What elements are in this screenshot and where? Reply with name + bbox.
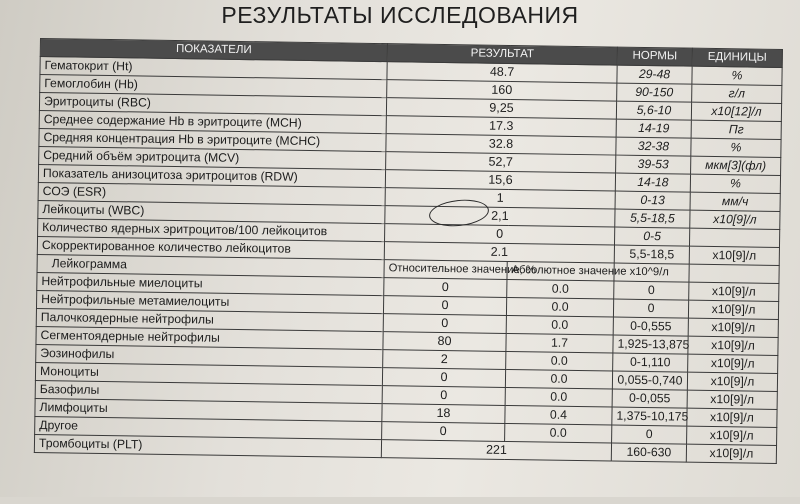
leukogram-relative-header: Относительное значение, % bbox=[384, 260, 507, 280]
results-table bbox=[34, 38, 783, 464]
leukogram-cell-norm: 0,055-0,740 bbox=[612, 371, 687, 390]
leukogram-cell-norm: 0 bbox=[612, 425, 687, 444]
result-norm: 0-13 bbox=[615, 191, 690, 210]
leukogram-cell-norm: 0-0,555 bbox=[613, 317, 688, 336]
leukogram-cell-unit: x10[9]/л bbox=[687, 426, 777, 445]
result-value: 1 bbox=[385, 188, 615, 209]
leukogram-cell-relative: 0 bbox=[383, 296, 506, 316]
leukogram-cell-name: Нейтрофильные миелоциты bbox=[37, 272, 384, 295]
result-value: 9,25 bbox=[386, 98, 616, 119]
result-value: 48.7 bbox=[387, 62, 617, 83]
result-norm: 5,5-18,5 bbox=[615, 209, 690, 228]
leukogram-cell-norm: 0-1,110 bbox=[613, 353, 688, 372]
leukogram-cell-absolute: 0.0 bbox=[505, 369, 612, 389]
leukogram-cell-name: Другое bbox=[35, 416, 382, 439]
leukogram-cell-absolute: 0.0 bbox=[506, 351, 613, 371]
result-name: Среднее содержание Hb в эритроците (MCH) bbox=[39, 110, 386, 133]
leukogram-absolute-header: Абсолютное значение x10^9/л bbox=[507, 261, 614, 281]
leukogram-cell-relative: 0 bbox=[382, 368, 505, 388]
leukogram-cell-unit: x10[9]/л bbox=[688, 318, 778, 337]
result-unit: x10[9]/л bbox=[690, 210, 780, 229]
leukogram-cell-norm: 1,925-13,875 bbox=[613, 335, 688, 354]
leukogram-cell-relative: 80 bbox=[383, 332, 506, 352]
leukogram-cell-relative: 0 bbox=[382, 386, 505, 406]
result-norm: 29-48 bbox=[617, 65, 692, 84]
leukogram-cell-relative: 0 bbox=[382, 422, 505, 442]
leukogram-cell-unit: x10[9]/л bbox=[687, 408, 777, 427]
leukogram-cell-norm: 0 bbox=[613, 299, 688, 318]
leukogram-cell-unit: x10[9]/л bbox=[687, 372, 777, 391]
result-name: СОЭ (ESR) bbox=[38, 182, 385, 205]
result-value: 2,1 bbox=[385, 206, 615, 227]
header-norms: НОРМЫ bbox=[617, 47, 692, 66]
leukogram-cell-name: Нейтрофильные метамиелоциты bbox=[36, 290, 383, 313]
leukogram-cell-name: Эозинофилы bbox=[36, 344, 383, 367]
corrected-wbc-name: Скорректированное количество лейкоцитов bbox=[37, 236, 384, 259]
result-unit: x10[12]/л bbox=[691, 102, 781, 121]
leukogram-cell-absolute: 0.0 bbox=[507, 279, 614, 299]
result-value: 160 bbox=[387, 80, 617, 101]
leukogram-cell-unit: x10[9]/л bbox=[688, 336, 778, 355]
result-norm: 32-38 bbox=[616, 137, 691, 156]
result-name: Количество ядерных эритроцитов/100 лейкоцитов bbox=[38, 218, 385, 241]
header-units: ЕДИНИЦЫ bbox=[692, 48, 782, 67]
leukogram-cell-name: Моноциты bbox=[35, 362, 382, 385]
corrected-wbc-result: 2.1 bbox=[384, 242, 614, 263]
header-result: РЕЗУЛЬТАТ bbox=[387, 44, 617, 65]
leukogram-cell-absolute: 0.4 bbox=[505, 405, 612, 425]
leukogram-cell-name: Палочкоядерные нейтрофилы bbox=[36, 308, 383, 331]
result-norm: 0-5 bbox=[614, 227, 689, 246]
result-value: 15,6 bbox=[385, 170, 615, 191]
leukogram-cell-relative: 0 bbox=[383, 314, 506, 334]
leukogram-unit-empty bbox=[689, 264, 779, 283]
result-unit: % bbox=[692, 66, 782, 85]
result-value: 0 bbox=[385, 224, 615, 245]
result-unit bbox=[689, 228, 779, 247]
result-name: Лейкоциты (WBC) bbox=[38, 200, 385, 223]
leukogram-cell-relative: 18 bbox=[382, 404, 505, 424]
leukogram-cell-absolute: 0.0 bbox=[505, 423, 612, 443]
leukogram-label: Лейкограмма bbox=[37, 254, 384, 277]
leukogram-cell-unit: x10[9]/л bbox=[688, 300, 778, 319]
leukogram-cell-norm: 0 bbox=[614, 281, 689, 300]
leukogram-cell-unit: x10[9]/л bbox=[687, 390, 777, 409]
results-sheet bbox=[33, 38, 782, 504]
result-value: 32.8 bbox=[386, 134, 616, 155]
leukogram-cell-name: Базофилы bbox=[35, 380, 382, 403]
result-unit: г/л bbox=[692, 84, 782, 103]
platelets-norm: 160-630 bbox=[611, 443, 686, 462]
result-value: 17.3 bbox=[386, 116, 616, 137]
leukogram-body bbox=[35, 272, 779, 445]
leukogram-cell-relative: 2 bbox=[383, 350, 506, 370]
result-name: Показатель анизоцитоза эритроцитов (RDW) bbox=[38, 164, 385, 187]
result-norm: 14-18 bbox=[615, 173, 690, 192]
result-name: Гематокрит (Ht) bbox=[40, 57, 387, 80]
result-unit: % bbox=[690, 174, 780, 193]
leukogram-cell-name: Лимфоциты bbox=[35, 398, 382, 421]
result-norm: 14-19 bbox=[616, 119, 691, 138]
leukogram-cell-absolute: 0.0 bbox=[506, 315, 613, 335]
result-name: Эритроциты (RBC) bbox=[39, 93, 386, 116]
result-unit: мкм[3](фл) bbox=[691, 156, 781, 175]
leukogram-cell-absolute: 1.7 bbox=[506, 333, 613, 353]
result-norm: 39-53 bbox=[616, 155, 691, 174]
platelets-result: 221 bbox=[381, 440, 611, 461]
corrected-wbc-unit: x10[9]/л bbox=[689, 246, 779, 265]
result-unit: Пг bbox=[691, 120, 781, 139]
leukogram-cell-unit: x10[9]/л bbox=[688, 354, 778, 373]
leukogram-cell-norm: 0-0,055 bbox=[612, 389, 687, 408]
leukogram-cell-name: Сегментоядерные нейтрофилы bbox=[36, 326, 383, 349]
leukogram-cell-norm: 1,375-10,175 bbox=[612, 407, 687, 426]
result-unit: % bbox=[691, 138, 781, 157]
platelets-name: Тромбоциты (PLT) bbox=[34, 434, 381, 457]
header-indicator: ПОКАЗАТЕЛИ bbox=[40, 39, 387, 62]
result-norm: 90-150 bbox=[617, 83, 692, 102]
result-name: Гемоглобин (Hb) bbox=[40, 75, 387, 98]
corrected-wbc-norm: 5,5-18,5 bbox=[614, 245, 689, 264]
leukogram-cell-absolute: 0.0 bbox=[505, 387, 612, 407]
result-name: Средний объём эритроцита (MCV) bbox=[39, 146, 386, 169]
result-unit: мм/ч bbox=[690, 192, 780, 211]
platelets-unit: x10[9]/л bbox=[686, 444, 776, 463]
result-name: Средняя концентрация Hb в эритроците (MCHC) bbox=[39, 128, 386, 151]
result-value: 52,7 bbox=[386, 152, 616, 173]
leukogram-cell-absolute: 0.0 bbox=[506, 297, 613, 317]
result-norm: 5,6-10 bbox=[616, 101, 691, 120]
page-title: РЕЗУЛЬТАТЫ ИССЛЕДОВАНИЯ bbox=[221, 2, 579, 28]
main-results-body bbox=[38, 57, 783, 248]
leukogram-cell-relative: 0 bbox=[384, 278, 507, 298]
leukogram-cell-unit: x10[9]/л bbox=[689, 282, 779, 301]
